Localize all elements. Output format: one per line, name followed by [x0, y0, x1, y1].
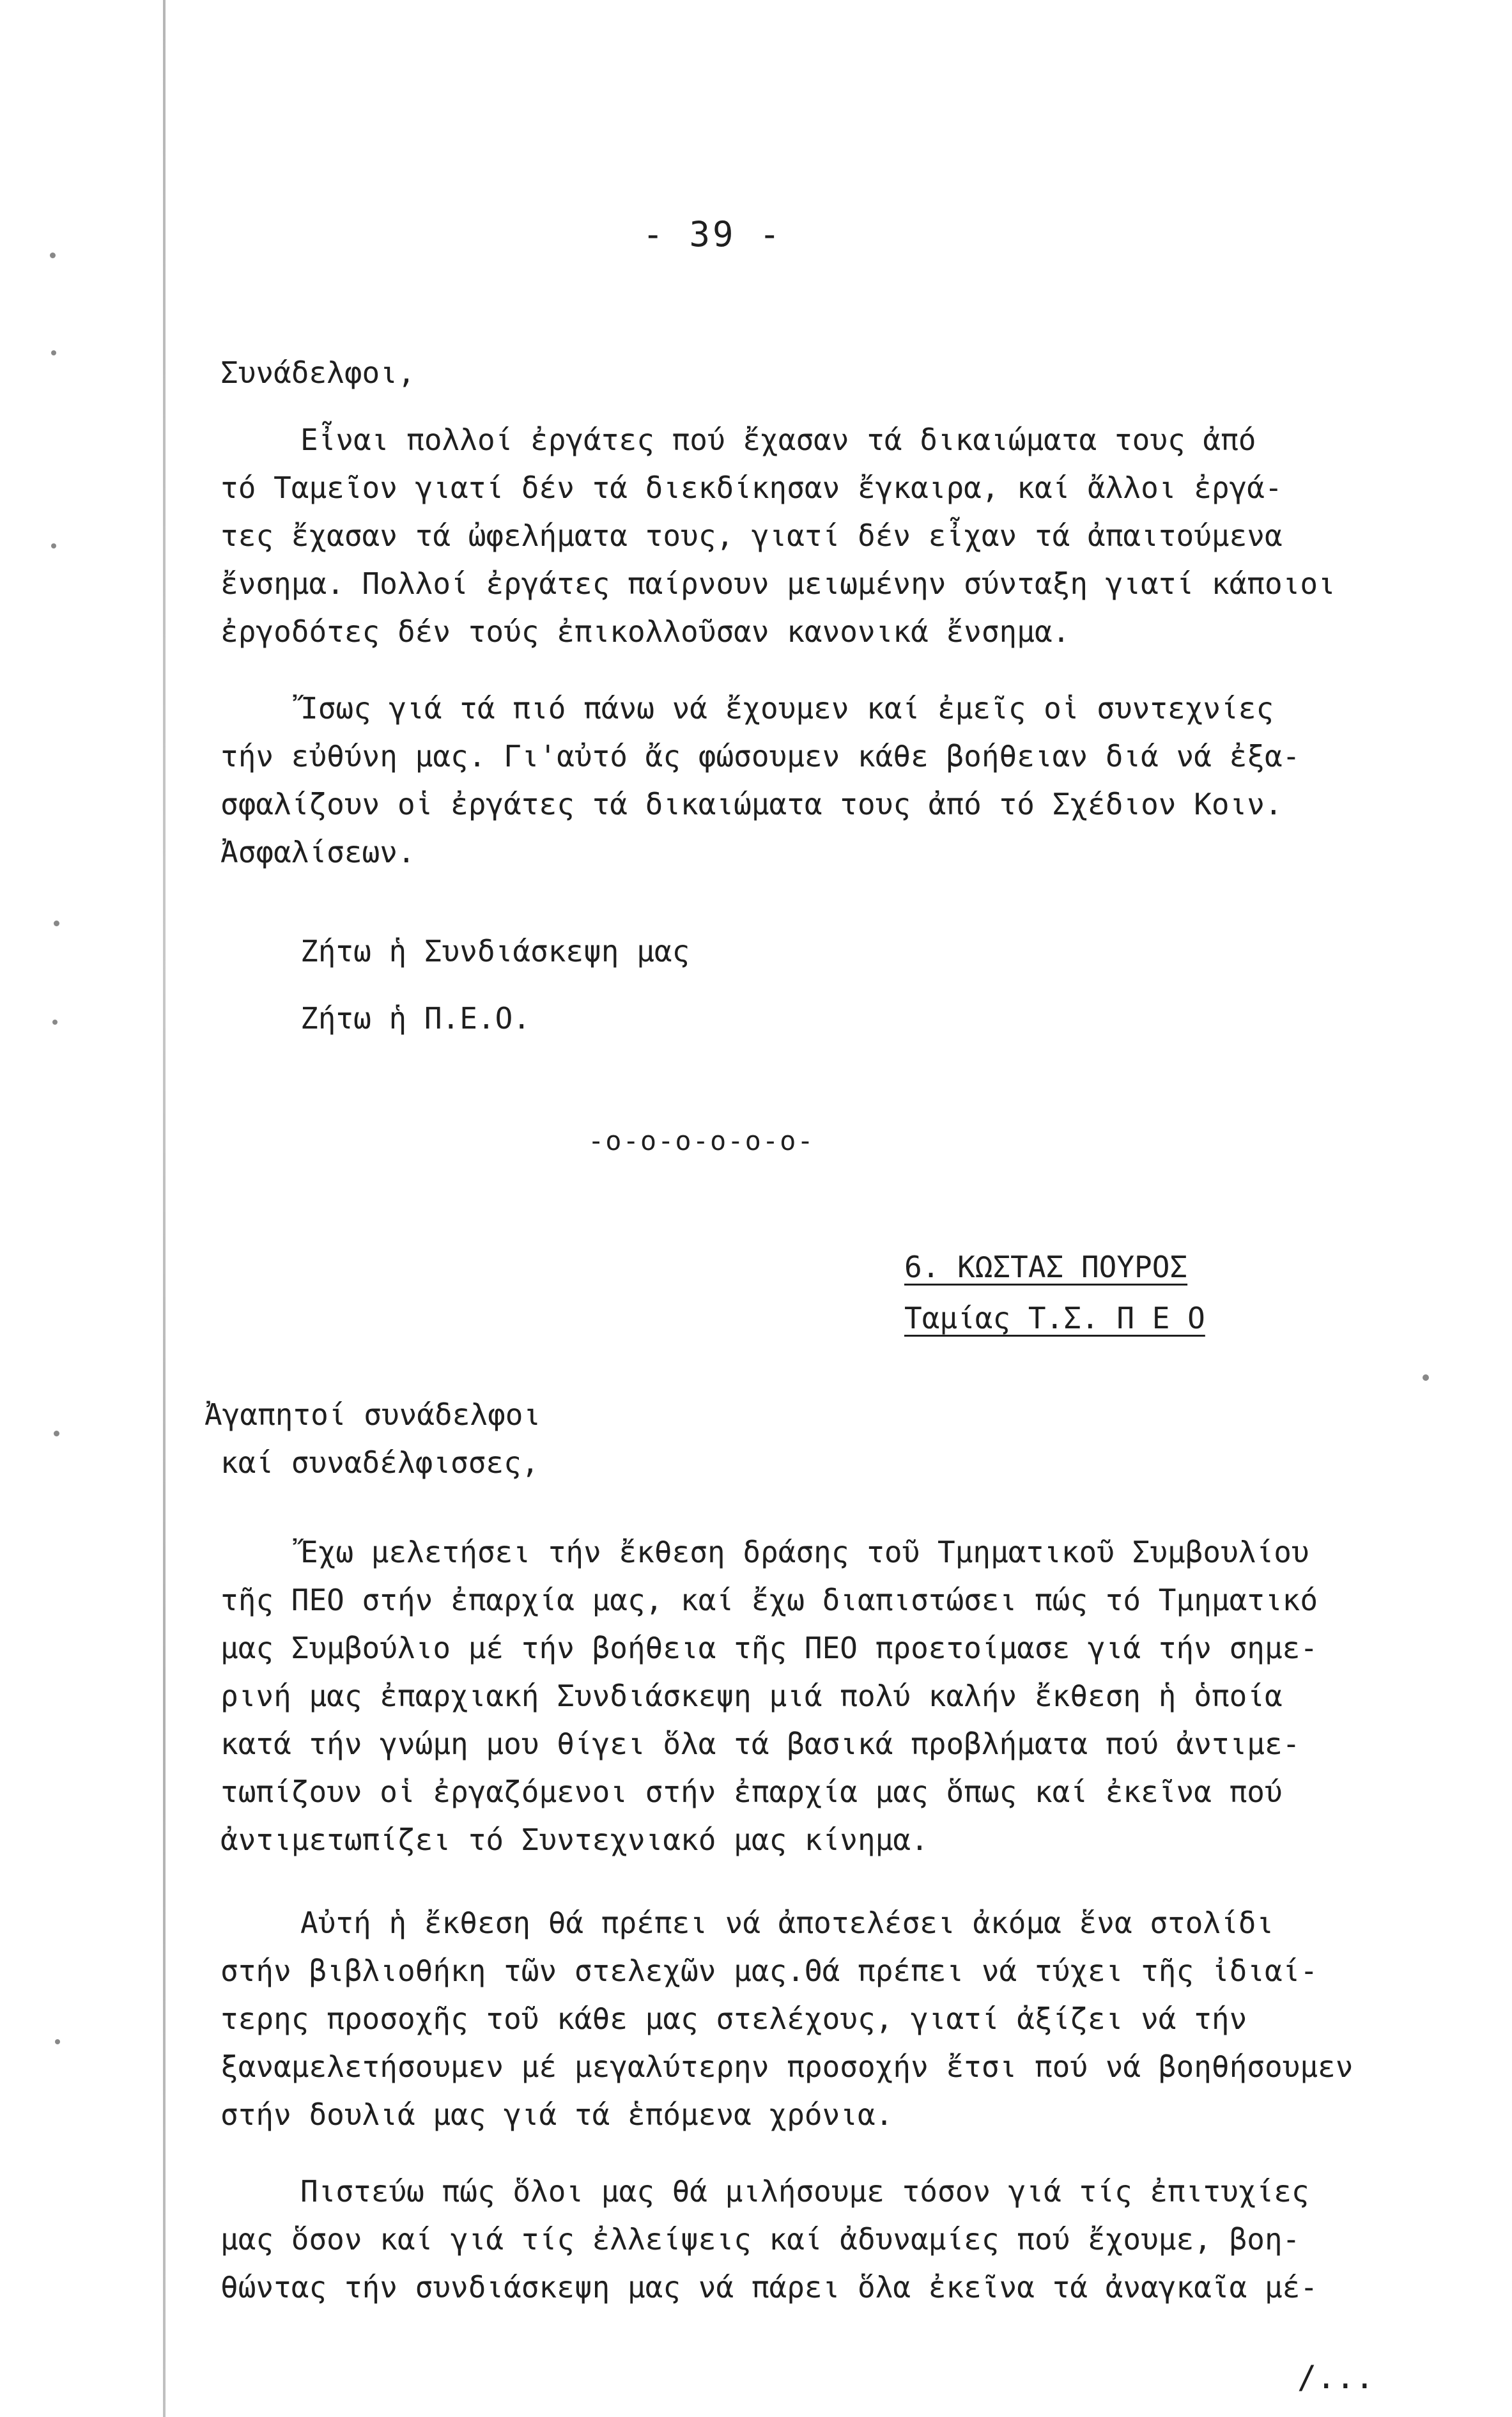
paragraph-line: τήν εὐθύνη μας. Γι'αὐτό ἄς φώσουμεν κάθε βοήθειαν διά νά ἐξα-	[220, 739, 1300, 773]
margin-speck	[54, 921, 59, 926]
paragraph-line: σφαλίζουν οἱ ἐργάτες τά δικαιώματα τους ἀπό τό Σχέδιον Κοιν.	[220, 787, 1283, 821]
paragraph-line: Ἴσως γιά τά πιό πάνω νά ἔχουμεν καί ἐμεῖς οἱ συντεχνίες	[300, 691, 1274, 726]
paragraph-line: Αὐτή ἡ ἔκθεση θά πρέπει νά ἀποτελέσει ἀκόμα ἕνα στολίδι	[300, 1906, 1274, 1940]
paragraph-line: Ἀσφαλίσεων.	[220, 835, 415, 869]
margin-speck	[55, 2039, 60, 2044]
margin-speck	[1423, 1374, 1429, 1381]
paragraph-line: στήν δουλιά μας γιά τά ἑπόμενα χρόνια.	[220, 2097, 893, 2132]
paragraph-line: μας Συμβούλιο μέ τήν βοήθεια τῆς ΠΕΟ προετοίμασε γιά τήν σημε-	[220, 1631, 1318, 1665]
paragraph-line: τῆς ΠΕΟ στήν ἐπαρχία μας, καί ἔχω διαπιστώσει πώς τό Τμηματικό	[220, 1583, 1318, 1617]
margin-speck	[52, 1020, 58, 1025]
paragraph-line: θώντας τήν συνδιάσκεψη μας νά πάρει ὅλα ἐκεῖνα τά ἀναγκαῖα μέ-	[220, 2270, 1318, 2304]
slogan: Ζήτω ἡ Π.Ε.Ο.	[300, 1001, 531, 1036]
slogan: Ζήτω ἡ Συνδιάσκεψη μας	[300, 934, 690, 968]
margin-speck	[50, 253, 56, 258]
greeting: Ἀγαπητοί συνάδελφοι	[204, 1397, 541, 1432]
paragraph-line: Ἔχω μελετήσει τήν ἔκθεση δράσης τοῦ Τμηματικοῦ Συμβουλίου	[300, 1535, 1309, 1569]
margin-speck	[51, 350, 56, 355]
paragraph-line: ἐργοδότες δέν τούς ἐπικολλοῦσαν κανονικά ἔνσημα.	[220, 614, 1070, 649]
section-separator: -o-o-o-o-o-o-	[588, 1125, 815, 1156]
continuation-mark: /...	[1297, 2359, 1375, 2396]
binding-edge	[163, 0, 166, 2417]
greeting: καί συναδέλφισσες,	[220, 1445, 539, 1480]
paragraph-line: ἔνσημα. Πολλοί ἐργάτες παίρνουν μειωμένην σύνταξη γιατί κάποιοι	[220, 566, 1336, 601]
speaker-name: 6. ΚΩΣΤΑΣ ΠΟΥΡΟΣ	[904, 1250, 1188, 1284]
margin-speck	[51, 543, 56, 548]
paragraph-line: τες ἔχασαν τά ὠφελήματα τους, γιατί δέν εἶχαν τά ἀπαιτούμενα	[220, 518, 1283, 553]
paragraph-line: ξαναμελετήσουμεν μέ μεγαλύτερην προσοχήν ἔτσι πού νά βοηθήσουμεν	[220, 2049, 1354, 2084]
paragraph-line: Πιστεύω πώς ὅλοι μας θά μιλήσουμε τόσον γιά τίς ἐπιτυχίες	[300, 2174, 1309, 2209]
paragraph-line: τερης προσοχῆς τοῦ κάθε μας στελέχους, γιατί ἀξίζει νά τήν	[220, 2001, 1247, 2036]
page-number: - 39 -	[642, 214, 783, 254]
paragraph-line: κατά τήν γνώμη μου θίγει ὅλα τά βασικά προβλήματα πού ἀντιμε-	[220, 1727, 1300, 1761]
paragraph-line: ρινή μας ἐπαρχιακή Συνδιάσκεψη μιά πολύ καλήν ἔκθεση ἡ ὁποία	[220, 1679, 1283, 1713]
paragraph-line: τό Ταμεῖον γιατί δέν τά διεκδίκησαν ἔγκαιρα, καί ἄλλοι ἐργά-	[220, 470, 1283, 505]
paragraph-line: στήν βιβλιοθήκη τῶν στελεχῶν μας.Θά πρέπει νά τύχει τῆς ἰδιαί-	[220, 1954, 1318, 1988]
paragraph-line: Εἶναι πολλοί ἐργάτες πού ἔχασαν τά δικαιώματα τους ἀπό	[300, 423, 1256, 457]
greeting: Συνάδελφοι,	[220, 355, 415, 390]
margin-speck	[54, 1431, 59, 1436]
paragraph-line: μας ὅσον καί γιά τίς ἐλλείψεις καί ἀδυναμίες πού ἔχουμε, βοη-	[220, 2222, 1300, 2257]
paragraph-line: τωπίζουν οἱ ἐργαζόμενοι στήν ἐπαρχία μας ὅπως καί ἐκεῖνα πού	[220, 1775, 1283, 1809]
speaker-title: Ταμίας Τ.Σ. Π Ε Ο	[904, 1301, 1205, 1335]
paragraph-line: ἀντιμετωπίζει τό Συντεχνιακό μας κίνημα.	[220, 1822, 929, 1857]
